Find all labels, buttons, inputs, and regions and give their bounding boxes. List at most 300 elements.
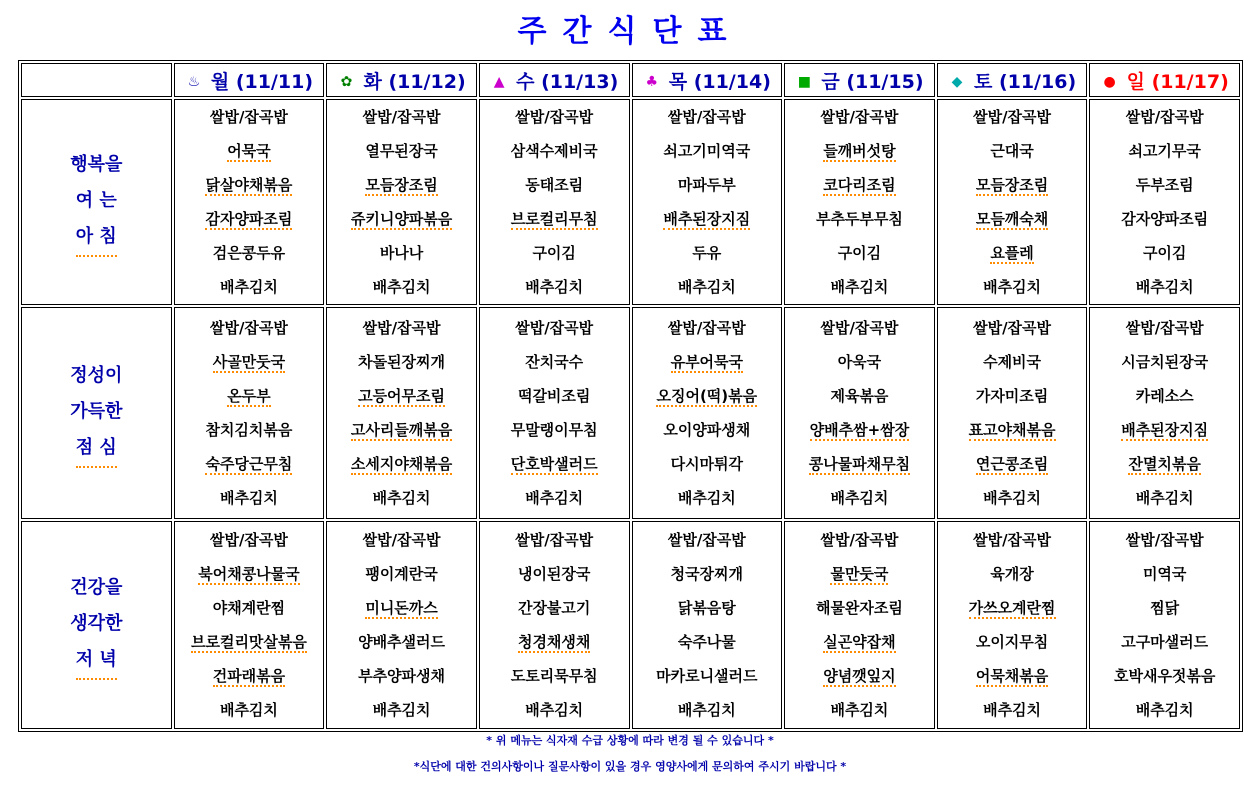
menu-item-text: 야채계란찜	[212, 599, 286, 617]
menu-item	[633, 345, 782, 379]
menu-cell	[937, 521, 1088, 729]
menu-item	[175, 168, 324, 202]
menu-cell	[784, 99, 935, 305]
menu-item-text: 사골만둣국	[212, 353, 286, 371]
menu-item-text: 호박새우젓볶음	[1113, 667, 1216, 685]
menu-item	[480, 557, 629, 591]
menu-cell	[174, 307, 325, 519]
menu-list	[480, 311, 629, 515]
menu-item	[938, 413, 1087, 447]
meal-label-line: 건강을	[70, 577, 123, 598]
menu-item-text: 실곤약잡채	[823, 633, 896, 651]
menu-item-text: 해물완자조림	[815, 599, 903, 617]
menu-item-text: 배추김치	[677, 701, 736, 719]
menu-item-text: 동태조림	[525, 176, 584, 194]
menu-cell	[326, 521, 477, 729]
menu-item	[175, 270, 324, 304]
menu-item-text: 바나나	[379, 244, 424, 262]
menu-item-text: 배추김치	[1135, 278, 1194, 296]
menu-item-text: 도토리묵무침	[510, 667, 598, 685]
menu-item-text: 팽이계란국	[365, 565, 438, 583]
day-label: 화 (11/12)	[363, 70, 466, 93]
menu-item-text: 가쓰오계란찜	[968, 599, 1056, 617]
menu-list	[480, 100, 629, 304]
menu-item	[785, 345, 934, 379]
menu-item	[175, 693, 324, 727]
menu-item-text: 모듬장조림	[975, 176, 1049, 194]
day-label: 수 (11/13)	[516, 70, 619, 93]
menu-item-text: 고구마샐러드	[1121, 633, 1209, 651]
menu-list	[1090, 100, 1239, 304]
menu-item-text: 아욱국	[837, 353, 882, 371]
menu-item-text: 청경채생채	[517, 633, 591, 651]
menu-item-text: 부추양파생채	[358, 667, 446, 685]
menu-item-text: 브로컬리맛살볶음	[190, 633, 307, 651]
menu-item	[175, 202, 324, 236]
menu-list	[938, 100, 1087, 304]
day-label: 월 (11/11)	[210, 70, 314, 93]
menu-cell	[174, 99, 325, 305]
menu-list	[1090, 311, 1239, 515]
menu-item	[938, 625, 1087, 659]
menu-item	[480, 379, 629, 413]
menu-item	[175, 236, 324, 270]
menu-item-text: 육개장	[990, 565, 1034, 583]
day-header-sunday	[1089, 63, 1240, 97]
menu-item	[480, 345, 629, 379]
menu-item	[327, 134, 476, 168]
menu-item-text: 배추김치	[677, 278, 736, 296]
menu-item	[1090, 591, 1239, 625]
menu-item	[785, 591, 934, 625]
menu-item	[1090, 311, 1239, 345]
menu-item	[633, 134, 782, 168]
menu-item	[633, 202, 782, 236]
menu-item-text: 유부어묵국	[670, 353, 744, 371]
menu-item	[785, 311, 934, 345]
menu-item	[1090, 693, 1239, 727]
note-line: *식단에 대한 건의사항이나 질문사항이 있을 경우 영양사에게 문의하여 주시기 바랍니다 *	[413, 760, 847, 773]
menu-item	[327, 557, 476, 591]
menu-item	[175, 311, 324, 345]
menu-item	[1090, 134, 1239, 168]
menu-item-text: 쌀밥/잡곡밥	[1125, 319, 1204, 337]
footer-notes	[0, 728, 1260, 780]
menu-item-text: 쌀밥/잡곡밥	[667, 319, 746, 337]
menu-item	[633, 481, 782, 515]
meal-label-line: 생각한	[70, 613, 123, 634]
menu-item-text: 쌀밥/잡곡밥	[209, 319, 288, 337]
menu-item-text: 오이양파생채	[663, 421, 751, 439]
menu-item-text: 감자양파조림	[205, 210, 293, 228]
menu-item	[938, 591, 1087, 625]
day-label: 일 (11/17)	[1126, 70, 1229, 93]
meal-label	[21, 521, 172, 729]
menu-item-text: 구이김	[837, 244, 882, 262]
menu-item-text: 간장불고기	[517, 599, 591, 617]
day-badge-icon: ♣	[645, 74, 658, 90]
menu-item	[938, 168, 1087, 202]
menu-item	[633, 413, 782, 447]
menu-item	[1090, 345, 1239, 379]
menu-item	[633, 693, 782, 727]
menu-item	[175, 379, 324, 413]
menu-item-text: 단호박샐러드	[510, 455, 598, 473]
menu-item-text: 소세지야채볶음	[350, 455, 453, 473]
day-header	[174, 63, 325, 97]
meal-label	[21, 99, 172, 305]
menu-item-text: 무말랭이무침	[510, 421, 598, 439]
menu-item-text: 배추김치	[830, 489, 889, 507]
menu-item	[938, 379, 1087, 413]
menu-item-text: 브로컬리무침	[510, 210, 598, 228]
menu-item-text: 열무된장국	[365, 142, 438, 160]
day-header	[632, 63, 783, 97]
menu-item-text: 배추김치	[677, 489, 736, 507]
menu-item-text: 두부조림	[1135, 176, 1194, 194]
menu-list	[633, 523, 782, 727]
menu-item-text: 참치김치볶음	[205, 421, 293, 439]
menu-item-text: 양배추샐러드	[358, 633, 446, 651]
menu-item	[175, 591, 324, 625]
menu-cell	[784, 307, 935, 519]
weekly-menu-table	[18, 60, 1243, 732]
menu-cell	[1089, 521, 1240, 729]
menu-item	[633, 100, 782, 134]
meal-row	[21, 307, 1240, 519]
note-line: * 위 메뉴는 식자재 수급 상황에 따라 변경 될 수 있습니다 *	[486, 734, 774, 747]
menu-cell	[632, 521, 783, 729]
menu-item	[327, 591, 476, 625]
menu-item-text: 고사리들깨볶음	[350, 421, 453, 439]
menu-item-text: 쌀밥/잡곡밥	[667, 531, 746, 549]
menu-item-text: 쌀밥/잡곡밥	[973, 319, 1052, 337]
menu-item	[633, 236, 782, 270]
menu-item	[785, 100, 934, 134]
menu-list	[785, 311, 934, 515]
corner-cell	[21, 63, 172, 97]
menu-item	[633, 447, 782, 481]
day-badge-icon: ■	[797, 74, 811, 90]
menu-item-text: 잔치국수	[525, 353, 584, 371]
day-header	[326, 63, 477, 97]
menu-item	[785, 168, 934, 202]
menu-item	[633, 659, 782, 693]
meal-label-line: 정성이	[70, 365, 123, 386]
menu-list	[175, 100, 324, 304]
menu-item	[480, 134, 629, 168]
menu-list	[1090, 523, 1239, 727]
menu-item-text: 들깨버섯탕	[823, 142, 896, 160]
menu-item-text: 양배추쌈+쌈장	[809, 421, 910, 439]
menu-item-text: 양념깻잎지	[823, 667, 896, 685]
meal-label-line: 점 심	[76, 430, 117, 468]
menu-item	[785, 523, 934, 557]
menu-item-text: 구이김	[1142, 244, 1187, 262]
menu-item-text: 부추두부무침	[815, 210, 903, 228]
menu-item-text: 쌀밥/잡곡밥	[820, 531, 899, 549]
menu-item-text: 삼색수제비국	[510, 142, 598, 160]
menu-item-text: 미니돈까스	[365, 599, 438, 617]
menu-item-text: 다시마튀각	[670, 455, 744, 473]
menu-item-text: 쌀밥/잡곡밥	[362, 108, 441, 126]
menu-item	[175, 523, 324, 557]
menu-item-text: 수제비국	[983, 353, 1042, 371]
menu-item-text: 어묵국	[227, 142, 271, 160]
menu-item	[1090, 625, 1239, 659]
menu-item-text: 쌀밥/잡곡밥	[820, 319, 899, 337]
menu-item	[785, 693, 934, 727]
header-row	[21, 63, 1240, 97]
menu-item	[175, 345, 324, 379]
menu-item	[480, 591, 629, 625]
day-header	[937, 63, 1088, 97]
menu-item	[327, 625, 476, 659]
menu-item	[938, 447, 1087, 481]
meal-label-line: 가득한	[70, 401, 123, 422]
menu-item	[785, 625, 934, 659]
menu-item-text: 오이지무침	[975, 633, 1049, 651]
menu-item-text: 쌀밥/잡곡밥	[209, 108, 288, 126]
menu-item	[785, 236, 934, 270]
menu-item-text: 배추김치	[525, 278, 584, 296]
menu-cell	[784, 521, 935, 729]
menu-item	[175, 134, 324, 168]
menu-item-text: 모듬장조림	[365, 176, 438, 194]
day-badge-icon: ▲	[493, 74, 505, 90]
menu-item	[327, 659, 476, 693]
menu-cell	[632, 307, 783, 519]
menu-cell	[326, 99, 477, 305]
menu-item-text: 쌀밥/잡곡밥	[820, 108, 899, 126]
menu-item-text: 배추김치	[1135, 489, 1194, 507]
menu-list	[327, 523, 476, 727]
menu-item-text: 모듬깨숙채	[975, 210, 1049, 228]
menu-item-text: 배추김치	[372, 489, 431, 507]
menu-item-text: 시금치된장국	[1121, 353, 1209, 371]
menu-item-text: 떡갈비조림	[517, 387, 591, 405]
menu-item-text: 배추김치	[372, 701, 431, 719]
menu-list	[327, 100, 476, 304]
menu-item	[480, 270, 629, 304]
menu-item	[633, 625, 782, 659]
menu-item-text: 쌀밥/잡곡밥	[209, 531, 288, 549]
menu-item	[938, 523, 1087, 557]
menu-item-text: 배추김치	[372, 278, 431, 296]
menu-list	[633, 100, 782, 304]
menu-item-text: 배추김치	[983, 278, 1042, 296]
menu-item-text: 두유	[692, 244, 722, 262]
menu-item	[785, 270, 934, 304]
menu-item	[1090, 236, 1239, 270]
menu-item-text: 콩나물파채무침	[808, 455, 911, 473]
menu-item	[938, 134, 1087, 168]
menu-item	[327, 345, 476, 379]
menu-item	[327, 413, 476, 447]
menu-item	[938, 100, 1087, 134]
menu-item-text: 온두부	[227, 387, 271, 405]
menu-item	[480, 168, 629, 202]
menu-item-text: 차돌된장찌개	[358, 353, 446, 371]
menu-item-text: 요플레	[990, 244, 1034, 262]
menu-item	[785, 481, 934, 515]
menu-item	[327, 202, 476, 236]
menu-item-text: 근대국	[990, 142, 1034, 160]
menu-item-text: 마카로니샐러드	[656, 667, 758, 685]
menu-list	[327, 311, 476, 515]
day-badge-icon: ●	[1103, 74, 1116, 90]
menu-item-text: 쥬키니양파볶음	[350, 210, 453, 228]
menu-item	[175, 659, 324, 693]
menu-item-text: 연근콩조림	[975, 455, 1049, 473]
menu-item	[175, 557, 324, 591]
menu-item	[633, 270, 782, 304]
menu-item	[938, 202, 1087, 236]
menu-item-text: 배추김치	[983, 489, 1042, 507]
menu-item	[938, 659, 1087, 693]
menu-item	[327, 311, 476, 345]
menu-list	[175, 311, 324, 515]
menu-item	[175, 100, 324, 134]
menu-item	[175, 413, 324, 447]
menu-item-text: 건파래볶음	[212, 667, 286, 685]
menu-item	[175, 447, 324, 481]
menu-item	[785, 447, 934, 481]
menu-item-text: 청국장찌개	[670, 565, 744, 583]
meal-label-line: 행복을	[70, 154, 123, 175]
menu-item-text: 제육볶음	[830, 387, 889, 405]
menu-item	[785, 413, 934, 447]
meal-label	[21, 307, 172, 519]
menu-item	[785, 202, 934, 236]
menu-item	[938, 345, 1087, 379]
menu-item	[1090, 100, 1239, 134]
menu-item-text: 감자양파조림	[1121, 210, 1209, 228]
menu-list	[938, 523, 1087, 727]
menu-item	[1090, 168, 1239, 202]
menu-item-text: 배추된장지짐	[663, 210, 751, 228]
menu-item-text: 닭살야채볶음	[205, 176, 293, 194]
menu-item	[785, 134, 934, 168]
menu-cell	[937, 99, 1088, 305]
menu-item	[1090, 659, 1239, 693]
menu-item	[1090, 202, 1239, 236]
menu-item-text: 배추김치	[219, 278, 278, 296]
menu-item-text: 고등어무조림	[358, 387, 446, 405]
menu-item	[327, 693, 476, 727]
menu-item	[633, 523, 782, 557]
menu-item-text: 쇠고기무국	[1128, 142, 1201, 160]
meal-row	[21, 99, 1240, 305]
menu-list	[785, 100, 934, 304]
menu-item	[1090, 447, 1239, 481]
menu-item-text: 배추김치	[983, 701, 1042, 719]
menu-cell	[632, 99, 783, 305]
menu-item-text: 숙주당근무침	[205, 455, 293, 473]
menu-cell	[326, 307, 477, 519]
menu-item	[785, 659, 934, 693]
menu-item-text: 배추김치	[525, 489, 584, 507]
menu-cell	[937, 307, 1088, 519]
menu-item	[1090, 270, 1239, 304]
menu-item-text: 찜닭	[1150, 599, 1180, 617]
menu-item	[480, 236, 629, 270]
menu-cell	[174, 521, 325, 729]
menu-item	[938, 481, 1087, 515]
menu-item-text: 북어채콩나물국	[198, 565, 300, 583]
menu-item-text: 표고야채볶음	[968, 421, 1056, 439]
day-badge-icon: ♨	[187, 74, 201, 90]
menu-list	[175, 523, 324, 727]
menu-item	[327, 523, 476, 557]
menu-cell	[1089, 307, 1240, 519]
menu-item	[785, 379, 934, 413]
menu-item	[938, 693, 1087, 727]
menu-item-text: 물만둣국	[830, 565, 889, 583]
menu-item	[175, 625, 324, 659]
menu-item	[938, 270, 1087, 304]
menu-item	[480, 625, 629, 659]
menu-item-text: 닭볶음탕	[677, 599, 736, 617]
menu-item	[480, 311, 629, 345]
menu-item	[633, 379, 782, 413]
menu-item-text: 쌀밥/잡곡밥	[362, 531, 441, 549]
menu-item	[327, 270, 476, 304]
menu-item-text: 쌀밥/잡곡밥	[667, 108, 746, 126]
menu-item-text: 배추김치	[1135, 701, 1194, 719]
menu-item	[175, 481, 324, 515]
menu-item-text: 검은콩두유	[212, 244, 286, 262]
menu-item-text: 잔멸치볶음	[1128, 455, 1201, 473]
menu-cell	[479, 521, 630, 729]
meal-label-line: 저 녁	[76, 642, 117, 680]
menu-cell	[479, 99, 630, 305]
day-label: 토 (11/16)	[973, 70, 1077, 93]
menu-item	[1090, 413, 1239, 447]
menu-item	[327, 100, 476, 134]
menu-item-text: 마파두부	[677, 176, 736, 194]
meal-label-line: 아 침	[76, 219, 117, 257]
menu-item-text: 배추된장지짐	[1121, 421, 1209, 439]
menu-item	[480, 523, 629, 557]
menu-item	[785, 557, 934, 591]
menu-cell	[1089, 99, 1240, 305]
menu-item	[327, 447, 476, 481]
menu-item-text: 코다리조림	[823, 176, 896, 194]
menu-item-text: 쇠고기미역국	[663, 142, 751, 160]
menu-item-text: 배추김치	[219, 701, 278, 719]
meal-row	[21, 521, 1240, 729]
menu-item-text: 쌀밥/잡곡밥	[973, 531, 1052, 549]
menu-item-text: 쌀밥/잡곡밥	[1125, 108, 1204, 126]
menu-item-text: 쌀밥/잡곡밥	[362, 319, 441, 337]
menu-item	[480, 659, 629, 693]
menu-item	[633, 557, 782, 591]
day-header	[784, 63, 935, 97]
menu-item-text: 가자미조림	[975, 387, 1049, 405]
menu-item	[327, 379, 476, 413]
menu-item-text: 냉이된장국	[517, 565, 591, 583]
menu-item-text: 쌀밥/잡곡밥	[973, 108, 1052, 126]
menu-item	[633, 311, 782, 345]
menu-item	[327, 236, 476, 270]
menu-item	[938, 236, 1087, 270]
day-label: 금 (11/15)	[821, 70, 924, 93]
meal-label-line: 여 는	[75, 190, 117, 211]
menu-list	[480, 523, 629, 727]
menu-item	[1090, 523, 1239, 557]
menu-item	[480, 447, 629, 481]
